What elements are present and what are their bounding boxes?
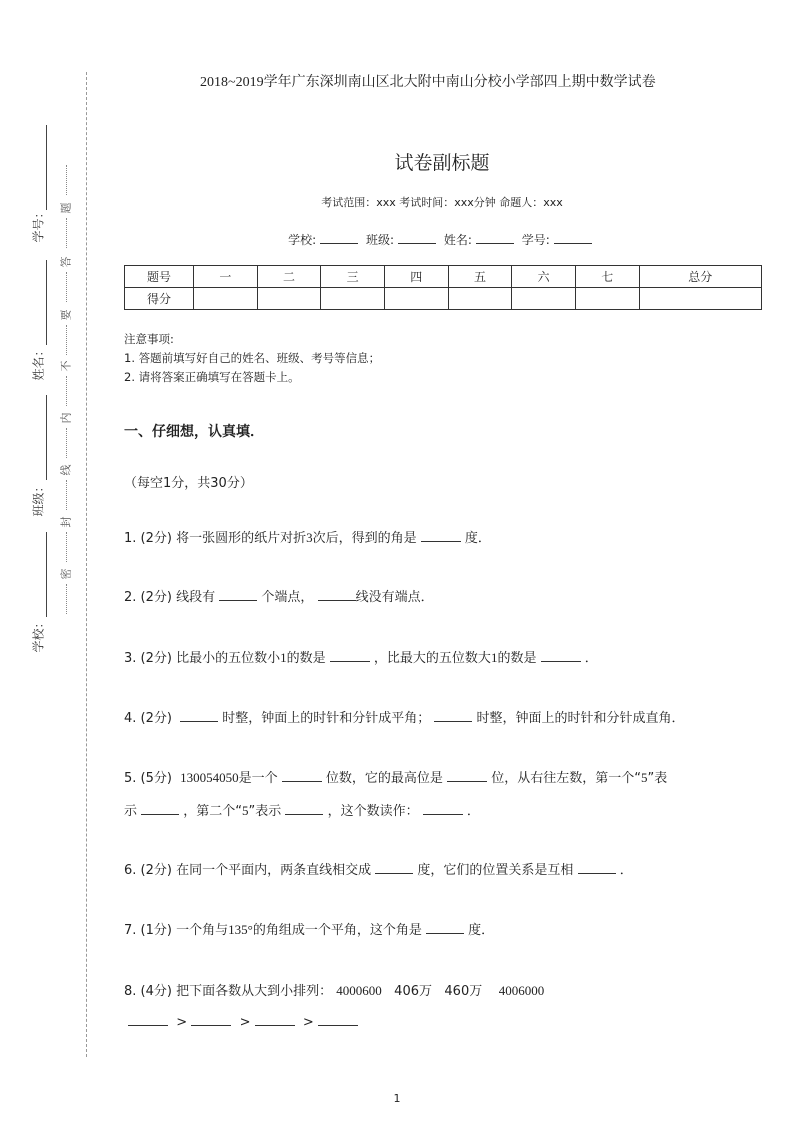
- exam-title: 2018~2019学年广东深圳南山区北大附中南山分校小学部四上期中数学试卷: [200, 75, 656, 90]
- answer-blank[interactable]: [141, 802, 179, 815]
- table-cell: 五: [448, 266, 512, 288]
- seal-dots: [66, 325, 69, 355]
- exam-subtitle: 试卷副标题: [394, 152, 490, 174]
- table-row: [125, 288, 762, 310]
- seal-char: 不: [59, 360, 73, 372]
- binding-dashed-line: [86, 72, 87, 1057]
- answer-blank[interactable]: [578, 861, 616, 874]
- question-8: 8. (4分) 把下面各数从大到小排列： 4000600 406万 460万 4006000: [124, 983, 545, 999]
- score-cell[interactable]: [575, 288, 639, 310]
- answer-blank[interactable]: [255, 1013, 295, 1026]
- score-cell[interactable]: [384, 288, 448, 310]
- answer-blank[interactable]: [128, 1013, 168, 1026]
- score-cell[interactable]: [257, 288, 321, 310]
- table-cell: 三: [321, 266, 385, 288]
- ordering-answer-row: > > >: [128, 1013, 358, 1030]
- school-field[interactable]: [320, 233, 358, 244]
- answer-blank[interactable]: [423, 802, 463, 815]
- table-row: [125, 266, 762, 288]
- notes: [124, 330, 380, 387]
- seal-char: 封: [59, 516, 73, 528]
- score-cell[interactable]: [448, 288, 512, 310]
- answer-blank[interactable]: [330, 649, 370, 662]
- notes-heading: 注意事项:: [124, 332, 174, 346]
- table-cell: 七: [575, 266, 639, 288]
- answer-blank[interactable]: [282, 769, 322, 782]
- student-id-field[interactable]: [554, 233, 592, 244]
- seal-dots: [66, 428, 69, 458]
- score-table: [124, 265, 762, 310]
- class-line: [46, 395, 47, 480]
- section-title: 一、仔细想，认真填．: [124, 424, 264, 440]
- seal-dots: [66, 272, 69, 302]
- name-line: [46, 260, 47, 345]
- school-label: 学校：: [31, 616, 46, 653]
- table-cell: 四: [384, 266, 448, 288]
- school-line: [46, 532, 47, 617]
- seal-char: 密: [59, 568, 73, 580]
- seal-dots: [66, 376, 69, 406]
- seal-char: 答: [59, 256, 73, 268]
- score-cell[interactable]: [639, 288, 761, 310]
- seal-char: 题: [59, 202, 73, 214]
- score-cell[interactable]: [194, 288, 258, 310]
- name-field[interactable]: [476, 233, 514, 244]
- table-cell: 一: [194, 266, 258, 288]
- seal-char: 内: [59, 412, 73, 424]
- table-cell: 二: [257, 266, 321, 288]
- question-1: 1. (2分) 将一张圆形的纸片对折3次后，得到的角是 度．: [124, 530, 491, 546]
- answer-blank[interactable]: [285, 802, 323, 815]
- student-id-field-label: 学号:: [521, 233, 550, 247]
- class-label: 班级：: [31, 480, 46, 517]
- class-field-label: 班级:: [366, 233, 395, 247]
- class-field[interactable]: [398, 233, 436, 244]
- table-cell: 总分: [639, 266, 761, 288]
- student-id-label: 学号：: [31, 206, 46, 243]
- answer-blank[interactable]: [318, 1013, 358, 1026]
- question-5: 5. (5分) 130054050是一个 位数，它的最高位是 位，从右往左数，第一个“5”表: [124, 770, 668, 786]
- question-7: 7. (1分) 一个角与135°的角组成一个平角，这个角是 度．: [124, 922, 495, 938]
- page-number: 1: [393, 1092, 401, 1105]
- answer-blank[interactable]: [191, 1013, 231, 1026]
- table-cell: 题号: [125, 266, 194, 288]
- question-2: 2. (2分) 线段有 个端点， 线没有端点．: [124, 590, 434, 605]
- exam-meta: 考试范围：xxx 考试时间：xxx分钟 命题人：xxx: [321, 196, 563, 209]
- answer-blank[interactable]: [447, 769, 487, 782]
- seal-dots: [66, 584, 69, 614]
- student-info-row: [0, 231, 794, 248]
- answer-blank[interactable]: [421, 529, 461, 542]
- table-cell: 六: [512, 266, 576, 288]
- answer-blank[interactable]: [434, 709, 472, 722]
- answer-blank[interactable]: [375, 861, 413, 874]
- answer-blank[interactable]: [541, 649, 581, 662]
- table-cell: 得分: [125, 288, 194, 310]
- school-field-label: 学校:: [288, 233, 317, 247]
- name-field-label: 姓名:: [443, 233, 472, 247]
- section-points: （每空1分，共30分）: [124, 476, 253, 491]
- answer-blank[interactable]: [318, 588, 356, 601]
- answer-blank[interactable]: [219, 588, 257, 601]
- question-5-continued: 示 ，第二个“5”表示 ，这个数读作： ．: [124, 803, 480, 819]
- answer-blank[interactable]: [426, 921, 464, 934]
- score-cell[interactable]: [321, 288, 385, 310]
- seal-char: 线: [59, 464, 73, 476]
- question-4: 4. (2分) 时整，钟面上的时针和分针成平角； 时整，钟面上的时针和分针成直角．: [124, 711, 685, 726]
- note-item: 2. 请将答案正确填写在答题卡上。: [124, 370, 300, 384]
- name-label: 姓名：: [31, 344, 46, 381]
- answer-blank[interactable]: [180, 709, 218, 722]
- score-cell[interactable]: [512, 288, 576, 310]
- note-item: 1. 答题前填写好自己的姓名、班级、考号等信息；: [124, 351, 381, 365]
- question-6: 6. (2分) 在同一个平面内，两条直线相交成 度，它们的位置关系是互相 ．: [124, 863, 633, 878]
- seal-dots: [66, 480, 69, 510]
- seal-dots: [66, 532, 69, 562]
- question-3: 3. (2分) 比最小的五位数小1的数是 ，比最大的五位数大1的数是 ．: [124, 650, 598, 666]
- seal-char: 要: [59, 309, 73, 321]
